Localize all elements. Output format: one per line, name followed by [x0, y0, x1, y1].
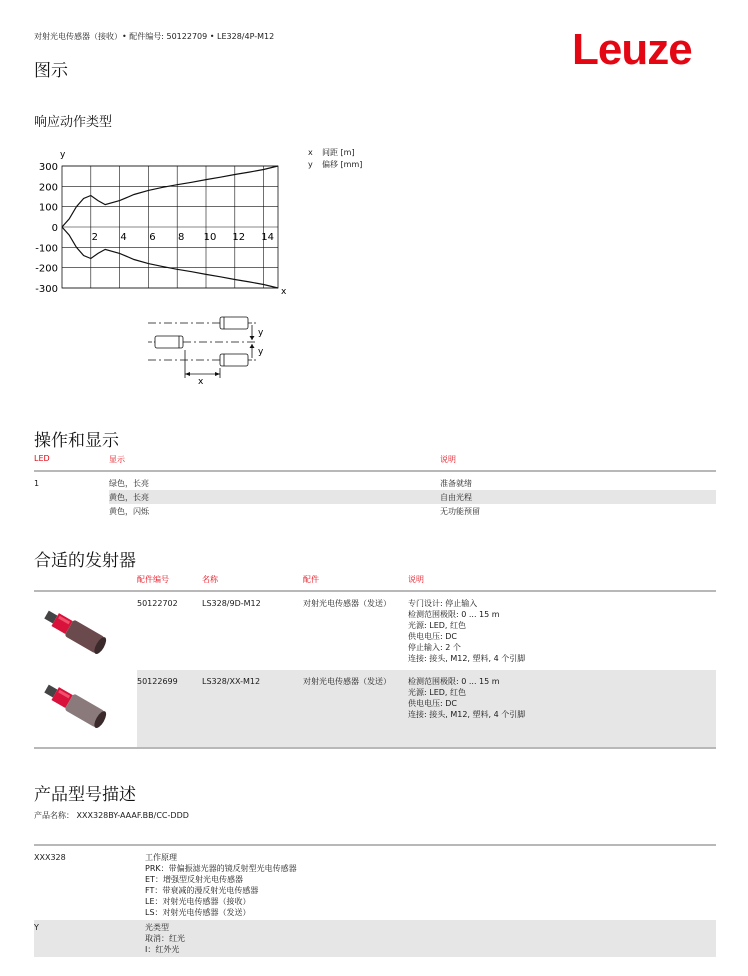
- y-tick-label: 300: [38, 162, 58, 173]
- x-tick-label: 10: [203, 232, 217, 243]
- emitter-image-1: [34, 606, 114, 656]
- chart-legend: [308, 147, 362, 171]
- table-rule: [34, 470, 716, 472]
- x-axis-label: x: [281, 287, 287, 297]
- y-tick-label: 0: [51, 223, 58, 234]
- col-header-desc: 说明: [440, 455, 456, 464]
- table-row: 黄色，长亮 自由光程: [34, 490, 716, 504]
- table-row: 1 绿色，长亮 准备就绪: [34, 478, 472, 488]
- response-chart: [30, 140, 300, 305]
- y-axis-label: y: [60, 150, 66, 160]
- col-header-led: LED: [34, 454, 50, 463]
- chart-grid: [62, 166, 278, 288]
- y-tick-label: -300: [35, 284, 58, 295]
- y-tick-label: -200: [35, 263, 58, 275]
- x-tick-label: 8: [178, 232, 185, 243]
- col-header-display: 显示: [109, 455, 125, 464]
- col-header-name: 名称: [202, 575, 218, 584]
- legend-item-x: x 间距 [m]: [308, 148, 355, 157]
- breadcrumb: 对射光电传感器（接收）• 配件编号: 50122709 • LE328/4P-M12: [34, 32, 275, 41]
- schematic-label-y-bottom: y: [258, 347, 264, 357]
- section-title-diagrams: 图示: [34, 61, 68, 81]
- series-line-upper: [62, 166, 278, 227]
- table-row: XXX328 工作原理 PRK：带偏振滤光器的镜反射型光电传感器 ET：增强型反射光电传感器 FT：带衰减的漫反射光电传感器 LE：对射光电传感器（接收） LS：对射光电传感器（发送）: [34, 853, 297, 917]
- section-title-response: 响应动作类型: [34, 115, 113, 130]
- col-header-item: 配件: [303, 575, 319, 584]
- emitters-table: [34, 572, 716, 749]
- leuze-logo: Leuze: [572, 25, 692, 74]
- schematic-label-x: x: [198, 377, 204, 387]
- legend-item-y: y 偏移 [mm]: [308, 160, 363, 169]
- section-title-model: 产品型号描述: [34, 785, 136, 805]
- model-table: [34, 844, 716, 957]
- col-header-part: 配件编号: [137, 575, 169, 584]
- x-tick-label: 6: [149, 232, 156, 243]
- table-row: 50122699 LS328/XX-M12 对射光电传感器（发送） 检测范围极限: 0 ... 15 m 光源: LED, 红色 供电电压: DC 连接: 接头, M12, 塑料, 4 个引脚: [34, 670, 716, 747]
- x-tick-label: 14: [261, 232, 274, 243]
- table-row: 黄色，闪烁 无功能预留: [109, 506, 480, 516]
- schematic-label-y-top: y: [258, 328, 264, 338]
- x-tick-label: 12: [232, 232, 246, 243]
- y-tick-label: 100: [38, 202, 58, 214]
- table-rule: [34, 747, 716, 749]
- section-title-operation: 操作和显示: [34, 431, 119, 451]
- table-row: Y 光类型 取消：红光 I：红外光: [34, 920, 716, 957]
- emitter-image-2: [34, 680, 114, 730]
- chart-ticks: [35, 162, 274, 295]
- operation-table: [34, 452, 716, 518]
- table-row: 50122702 LS328/9D-M12 对射光电传感器（发送） 专门设计: 停止输入 检测范围极限: 0 ... 15 m 光源: LED, 红色 供电电压: DC 停止输入: 2 个 连接: 接头, M12, 塑料, 4 个引脚: [34, 592, 716, 670]
- section-title-emitters: 合适的发射器: [34, 551, 136, 571]
- y-tick-label: -100: [35, 243, 58, 255]
- x-tick-label: 4: [120, 232, 127, 243]
- col-header-desc: 说明: [408, 575, 424, 584]
- offset-schematic: [140, 310, 280, 390]
- product-name: 产品名称： XXX328BY-AAAF.BB/CC-DDD: [34, 811, 189, 820]
- x-tick-label: 2: [91, 232, 98, 243]
- y-tick-label: 200: [38, 182, 58, 194]
